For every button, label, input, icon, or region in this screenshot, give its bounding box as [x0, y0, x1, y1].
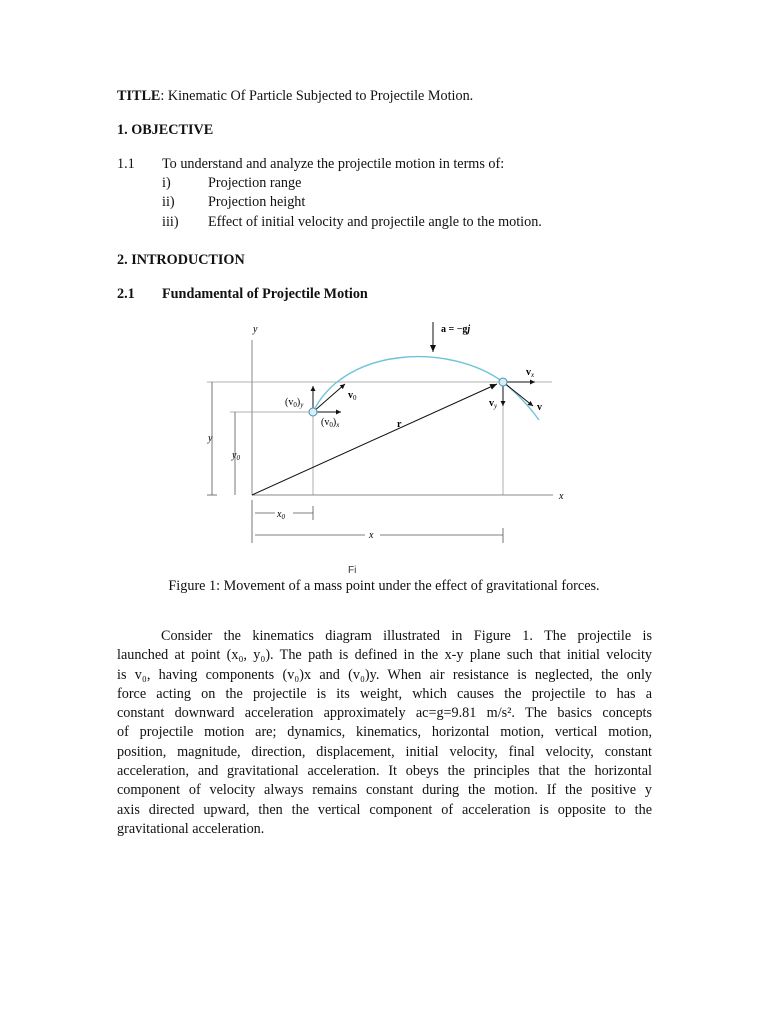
paragraph-line: of projectile motion are; dynamics, kinematics, horizontal motion, vertical motion, — [117, 724, 652, 741]
r-label: r — [397, 419, 402, 430]
vy-label: $v_y$ — [489, 398, 498, 410]
intro-paragraph — [117, 627, 652, 839]
y-axis-label: y — [253, 324, 258, 335]
figure-fragment-text: Fi — [348, 565, 357, 576]
acceleration-label: a = −gj — [441, 324, 471, 335]
paragraph-line: acceleration, and gravitational acceleration. It obeys the principles that the horizontal — [117, 763, 652, 780]
objective-heading: 1. OBJECTIVE — [117, 122, 214, 138]
paragraph-line: is v₀, having components (v₀)x and (v₀)y. When air resistance is neglected, the only — [117, 666, 652, 683]
y0-dimension-label: $y_0$ — [232, 450, 240, 462]
subsection-number: 2.1 — [117, 286, 135, 302]
objective-item-text: To understand and analyze the projectile motion in terms of: — [162, 156, 505, 172]
y-dimension-label: y — [208, 433, 213, 444]
sub-item-number: i) — [162, 175, 171, 191]
sub-item-number: iii) — [162, 214, 179, 230]
paragraph-line: force acting on the projectile is its weight, which causes the projectile to has a — [117, 685, 652, 702]
moving-particle — [499, 378, 507, 386]
paragraph-line: position, magnitude, direction, displacement, initial velocity, final velocity, constant — [117, 743, 652, 760]
introduction-heading: 2. INTRODUCTION — [117, 252, 245, 268]
figure-caption: Figure 1: Movement of a mass point under the effect of gravitational forces. — [168, 578, 600, 594]
paragraph-line: Consider the kinematics diagram illustrated in Figure 1. The projectile is — [161, 628, 652, 644]
x-axis-label: x — [559, 491, 564, 502]
v0-label: $v_0$ — [348, 390, 357, 402]
paragraph-line: component of velocity always remains constant during the motion. If the positive y — [117, 782, 652, 799]
objective-item-number: 1.1 — [117, 156, 135, 172]
paragraph-line: launched at point (x₀, y₀). The path is defined in the x-y plane such that initial velocity — [117, 647, 652, 664]
trajectory-curve — [313, 357, 539, 420]
x-dimension-label: x — [369, 530, 374, 541]
sub-item-number: ii) — [162, 194, 175, 210]
x0-dimension-label: $x_0$ — [277, 509, 285, 521]
title-label: TITLE — [117, 88, 161, 104]
sub-item-text: Projection height — [208, 194, 306, 210]
initial-velocity-v0-arrow — [313, 384, 345, 412]
subsection-heading: Fundamental of Projectile Motion — [162, 286, 368, 302]
v0x-label: $(v_0)_x$ — [321, 417, 340, 429]
sub-item-text: Projection range — [208, 175, 302, 191]
paragraph-line: gravitational acceleration. — [117, 820, 265, 837]
v-label: v — [537, 402, 542, 413]
sub-item-text: Effect of initial velocity and projectile angle to the motion. — [208, 214, 542, 230]
paragraph-line: axis directed upward, then the vertical component of acceleration is opposite to the — [117, 801, 652, 818]
title-line — [117, 87, 473, 105]
paragraph-line: constant downward acceleration approximately ac=g=9.81 m/s². The basics concepts — [117, 705, 652, 722]
title-text: : Kinematic Of Particle Subjected to Projectile Motion. — [160, 88, 474, 104]
velocity-v-arrow — [503, 382, 533, 406]
v0y-label: $(v_0)_y$ — [285, 397, 304, 409]
launch-particle — [309, 408, 317, 416]
vx-label: $v_x$ — [526, 367, 535, 379]
projectile-diagram — [195, 318, 580, 558]
